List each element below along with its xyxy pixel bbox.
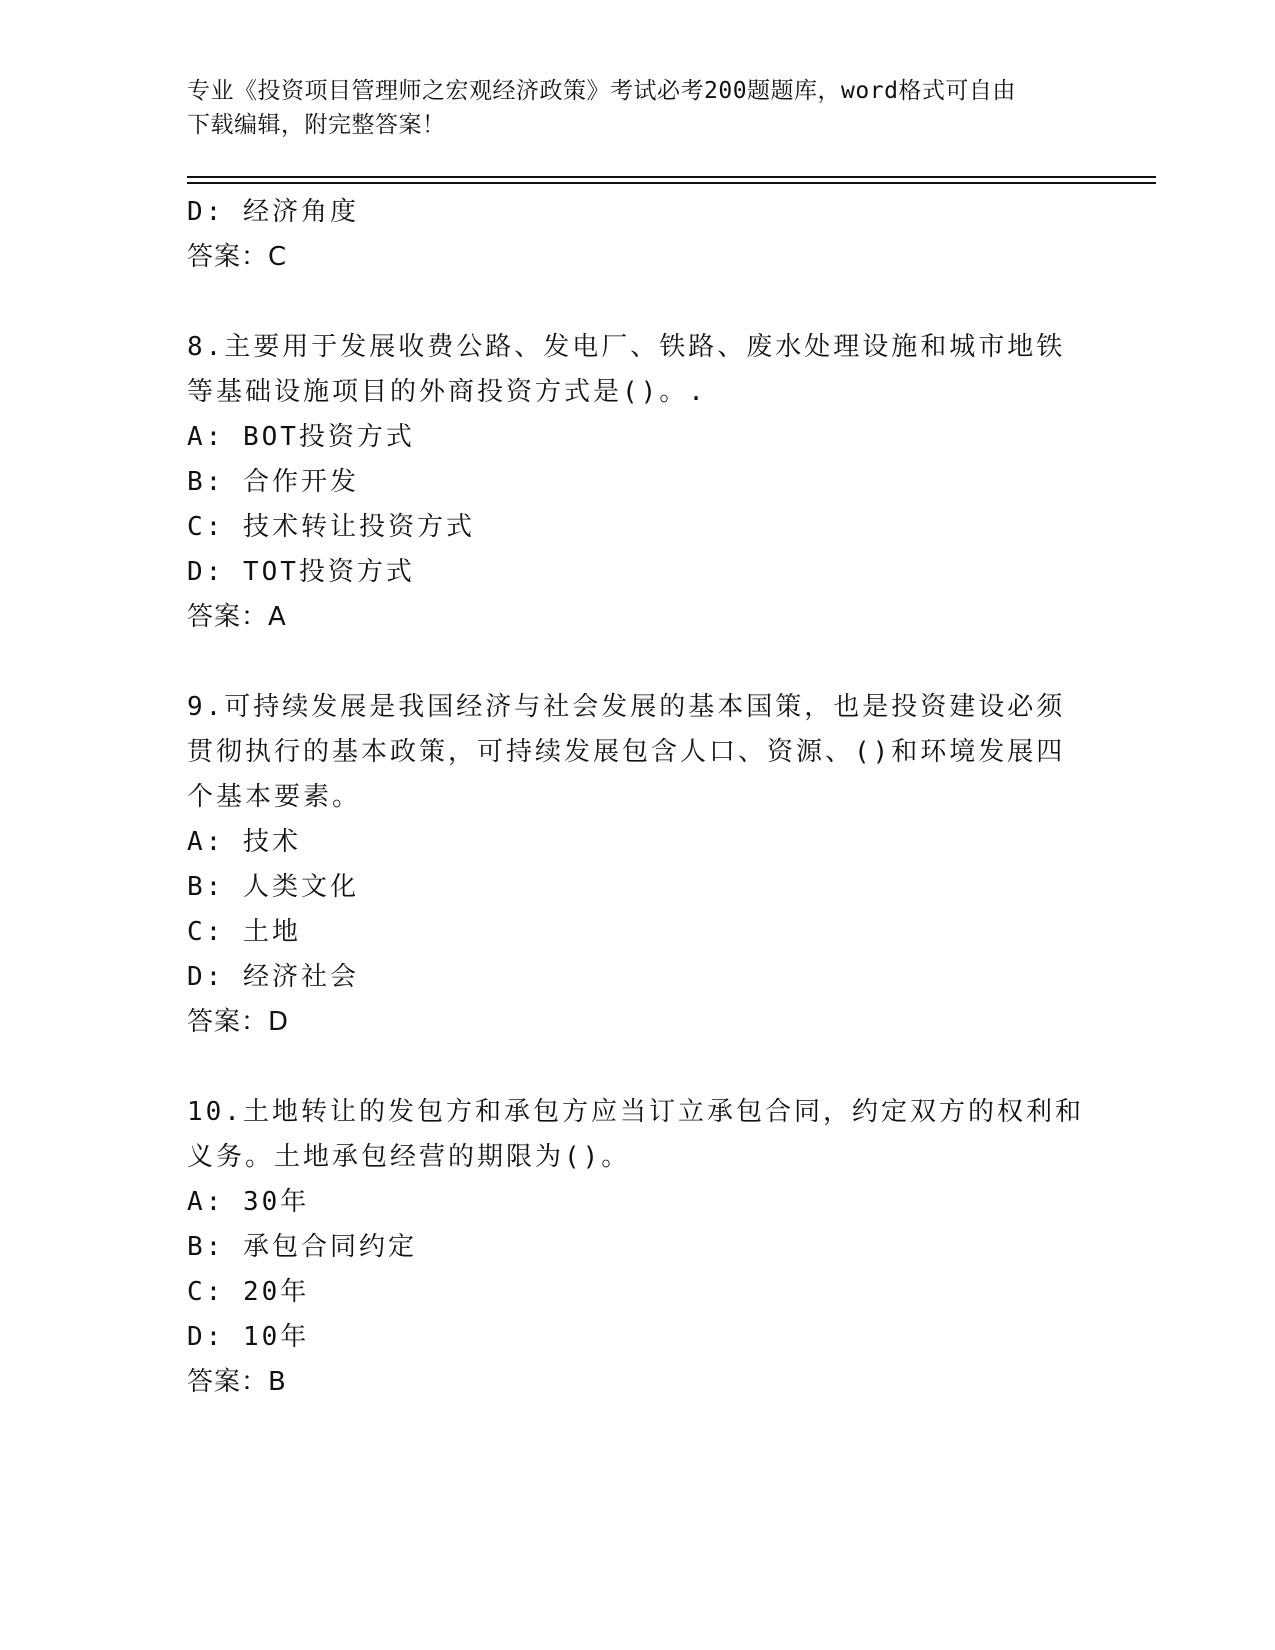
option-c: C: 技术转让投资方式 — [187, 512, 475, 542]
option-b: B: 承包合同约定 — [187, 1232, 417, 1262]
spacer — [187, 1045, 1087, 1090]
question-8 — [187, 325, 1087, 640]
question-stem-line: 等基础设施项目的外商投资方式是()。. — [187, 377, 707, 407]
spacer — [187, 280, 1087, 325]
question-list — [187, 190, 1087, 1405]
header-line-2: 下载编辑，附完整答案！ — [187, 112, 446, 138]
question-9 — [187, 685, 1087, 1045]
option-d: D: TOT投资方式 — [187, 557, 415, 587]
question-10 — [187, 1090, 1087, 1405]
option-d: D: 经济社会 — [187, 962, 359, 992]
question-stem-line: 个基本要素。 — [187, 782, 362, 812]
answer: 答案：B — [187, 1367, 287, 1397]
question-7-tail — [187, 190, 1087, 280]
option-b: B: 合作开发 — [187, 467, 359, 497]
option-a: A: 30年 — [187, 1187, 310, 1217]
header-divider-top — [187, 176, 1156, 178]
answer: 答案：C — [187, 242, 288, 272]
option-d: D: 经济角度 — [187, 197, 359, 227]
question-stem-line: 9.可持续发展是我国经济与社会发展的基本国策，也是投资建设必须 — [187, 692, 1066, 722]
document-header — [187, 74, 1087, 142]
question-stem-line: 义务。土地承包经营的期限为()。 — [187, 1142, 631, 1172]
option-d: D: 10年 — [187, 1322, 310, 1352]
answer: 答案：A — [187, 602, 287, 632]
option-a: A: BOT投资方式 — [187, 422, 415, 452]
spacer — [187, 640, 1087, 685]
answer: 答案：D — [187, 1007, 290, 1037]
question-stem-line: 8.主要用于发展收费公路、发电厂、铁路、废水处理设施和城市地铁 — [187, 332, 1066, 362]
option-c: C: 20年 — [187, 1277, 310, 1307]
question-stem-line: 10.土地转让的发包方和承包方应当订立承包合同，约定双方的权利和 — [187, 1097, 1084, 1127]
option-a: A: 技术 — [187, 827, 301, 857]
question-stem-line: 贯彻执行的基本政策，可持续发展包含人口、资源、()和环境发展四 — [187, 737, 1066, 767]
header-line-1: 专业《投资项目管理师之宏观经济政策》考试必考200题题库，word格式可自由 — [187, 78, 1016, 104]
option-b: B: 人类文化 — [187, 872, 359, 902]
header-divider-bottom — [187, 182, 1156, 184]
option-c: C: 土地 — [187, 917, 301, 947]
